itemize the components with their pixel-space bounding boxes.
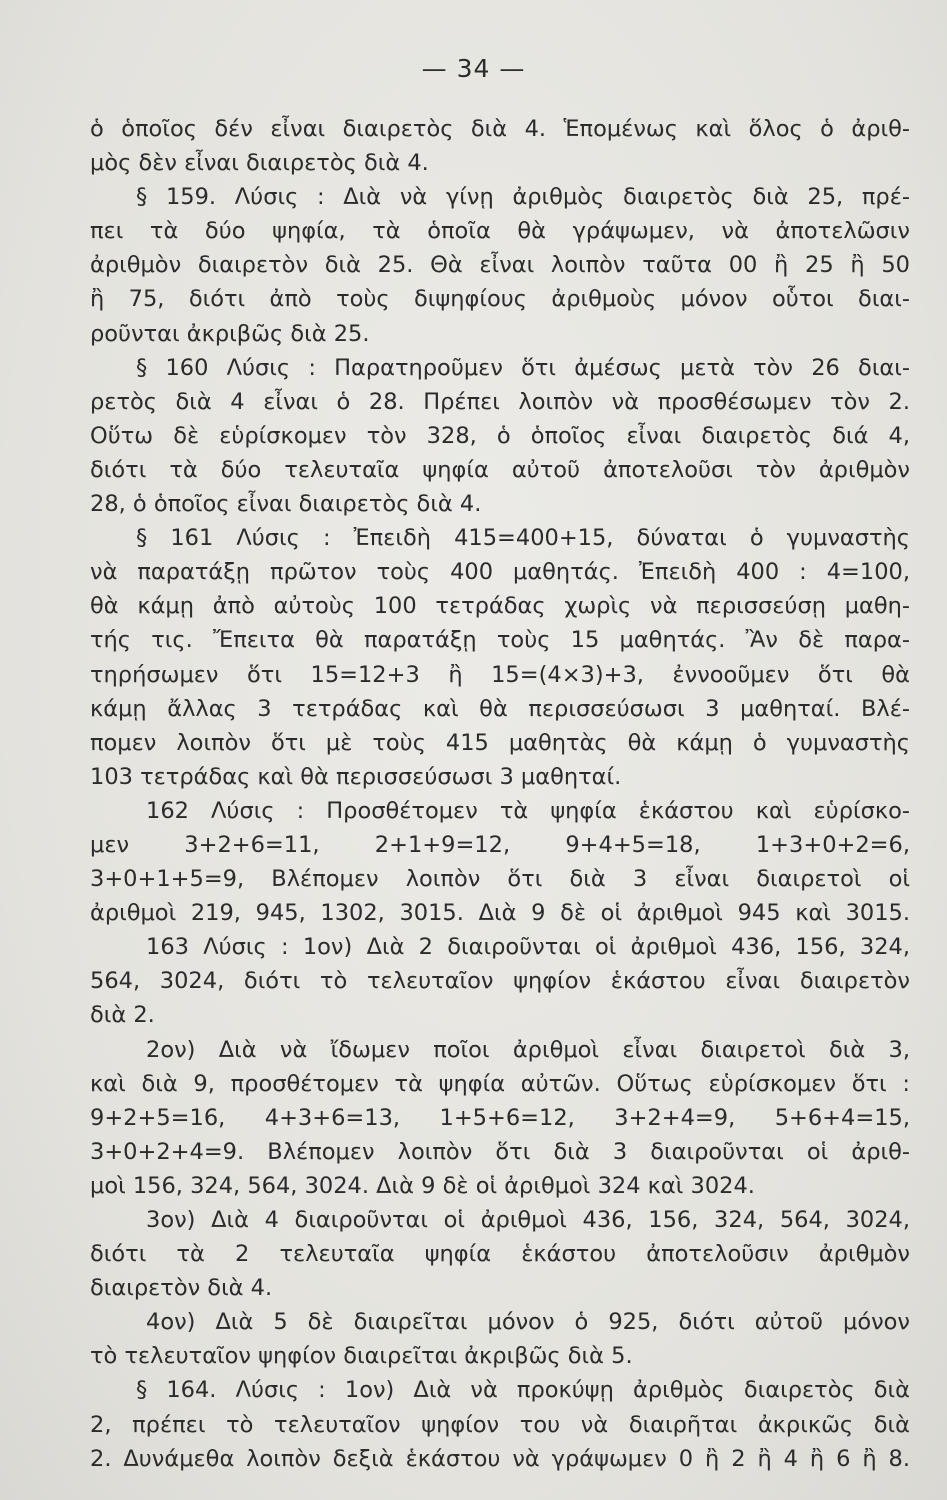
text-line: διότι τὰ δύο τελευταῖα ψηφία αὐτοῦ ἀποτελοῦσι τὸν ἀριθμὸν bbox=[90, 456, 910, 483]
text-line: 163 Λύσις : 1ον) Διὰ 2 διαιροῦνται οἱ ἀριθμοὶ 436, 156, 324, bbox=[146, 934, 910, 961]
text-line: διαιρετὸν διὰ 4. bbox=[90, 1275, 273, 1302]
text-line: μοὶ 156, 324, 564, 3024. Διὰ 9 δὲ οἱ ἀριθμοὶ 324 καὶ 3024. bbox=[90, 1172, 755, 1199]
text-line: τηρήσωμεν ὅτι 15=12+3 ἢ 15=(4×3)+3, ἐννοοῦμεν ὅτι θὰ bbox=[90, 661, 910, 688]
text-line: 28, ὁ ὁποῖος εἶναι διαιρετὸς διὰ 4. bbox=[90, 491, 482, 518]
text-line: διότι τὰ 2 τελευταῖα ψηφία ἑκάστου ἀποτελοῦσιν ἀριθμὸν bbox=[90, 1241, 910, 1268]
text-line: § 160 Λύσις : Παρατηροῦμεν ὅτι ἀμέσως μετὰ τὸν 26 διαι- bbox=[136, 354, 910, 381]
text-line: 4ον) Διὰ 5 δὲ διαιρεῖται μόνον ὁ 925, διότι αὐτοῦ μόνον bbox=[146, 1309, 910, 1336]
text-line: διὰ 2. bbox=[90, 1002, 155, 1029]
text-line: 103 τετράδας καὶ θὰ περισσεύσωσι 3 μαθηταί. bbox=[90, 763, 622, 790]
text-line: 3ον) Διὰ 4 διαιροῦνται οἱ ἀριθμοὶ 436, 156, 324, 564, 3024, bbox=[146, 1207, 910, 1233]
text-line: τής τις. Ἔπειτα θὰ παρατάξῃ τοὺς 15 μαθητάς. Ἂν δὲ παρα- bbox=[90, 627, 910, 654]
text-line: κάμῃ ἄλλας 3 τετράδας καὶ θὰ περισσεύσωσι 3 μαθηταί. Βλέ- bbox=[90, 695, 910, 722]
text-line: θὰ κάμῃ ἀπὸ αὐτοὺς 100 τετράδας χωρὶς νὰ περισσεύσῃ μαθη- bbox=[90, 593, 910, 620]
text-line: πει τὰ δύο ψηφία, τὰ ὁποῖα θὰ γράψωμεν, νὰ ἀποτελῶσιν bbox=[90, 218, 910, 245]
text-line: ἢ 75, διότι ἀπὸ τοὺς διψηφίους ἀριθμοὺς μόνον οὗτοι διαι- bbox=[90, 286, 910, 313]
text-line: 564, 3024, διότι τὸ τελευταῖον ψηφίον ἑκάστου εἶναι διαιρετὸν bbox=[90, 968, 910, 995]
text-line: 162 Λύσις : Προσθέτομεν τὰ ψηφία ἑκάστου καὶ εὑρίσκο- bbox=[146, 797, 910, 824]
text-line: ὁ ὁποῖος δέν εἶναι διαιρετὸς διὰ 4. Ἑπομένως καὶ ὅλος ὁ ἀριθ- bbox=[90, 116, 910, 142]
text-line: μεν 3+2+6=11, 2+1+9=12, 9+4+5=18, 1+3+0+2=6, bbox=[90, 831, 910, 858]
text-line: § 159. Λύσις : Διὰ νὰ γίνῃ ἀριθμὸς διαιρετὸς διὰ 25, πρέ- bbox=[136, 184, 910, 211]
text-line: τὸ τελευταῖον ψηφίον διαιρεῖται ἀκριβῶς διὰ 5. bbox=[90, 1343, 633, 1370]
text-line: νὰ παρατάξῃ πρῶτον τοὺς 400 μαθητάς. Ἐπειδὴ 400 : 4=100, bbox=[90, 559, 910, 586]
text-line: ἀριθμοὶ 219, 945, 1302, 3015. Διὰ 9 δὲ οἱ ἀριθμοὶ 945 καὶ 3015. bbox=[90, 900, 910, 927]
text-line: πομεν λοιπὸν ὅτι μὲ τοὺς 415 μαθητὰς θὰ κάμῃ ὁ γυμναστὴς bbox=[90, 729, 910, 756]
text-line: καὶ διὰ 9, προσθέτομεν τὰ ψηφία αὐτῶν. Οὕτως εὑρίσκομεν ὅτι : bbox=[90, 1070, 910, 1097]
text-line: § 161 Λύσις : Ἐπειδὴ 415=400+15, δύναται ὁ γυμναστὴς bbox=[136, 525, 910, 552]
text-line: Οὕτω δὲ εὑρίσκομεν τὸν 328, ὁ ὁποῖος εἶναι διαιρετὸς διά 4, bbox=[90, 422, 910, 449]
page-number: — 34 — bbox=[421, 54, 526, 83]
text-line: 2, πρέπει τὸ τελευταῖον ψηφίον του νὰ διαιρῆται ἀκρικῶς διὰ bbox=[90, 1411, 910, 1438]
text-line: 2. Δυνάμεθα λοιπὸν δεξιὰ ἑκάστου νὰ γράψωμεν 0 ἢ 2 ἢ 4 ἢ 6 ἢ 8. bbox=[90, 1445, 910, 1472]
text-line: 3+0+1+5=9, Βλέπομεν λοιπὸν ὅτι διὰ 3 εἶναι διαιρετοὶ οἱ bbox=[90, 866, 910, 893]
text-line: 3+0+2+4=9. Βλέπομεν λοιπὸν ὅτι διὰ 3 διαιροῦνται οἱ ἀριθ- bbox=[90, 1138, 910, 1165]
text-line: 2ον) Διὰ νὰ ἴδωμεν ποῖοι ἀριθμοὶ εἶναι διαιρετοὶ διὰ 3, bbox=[146, 1036, 910, 1063]
text-line: § 164. Λύσις : 1ον) Διὰ νὰ προκύψῃ ἀριθμὸς διαιρετὸς διὰ bbox=[136, 1377, 910, 1404]
page-body-text bbox=[90, 112, 910, 1476]
text-line: 9+2+5=16, 4+3+6=13, 1+5+6=12, 3+2+4=9, 5+6+4=15, bbox=[90, 1104, 910, 1131]
text-line: ἀριθμὸν διαιρετὸν διὰ 25. Θὰ εἶναι λοιπὸν ταῦτα 00 ἢ 25 ἢ 50 bbox=[90, 252, 910, 279]
text-line: ροῦνται ἀκριβῶς διὰ 25. bbox=[90, 320, 370, 347]
text-line: ρετὸς διὰ 4 εἶναι ὁ 28. Πρέπει λοιπὸν νὰ προσθέσωμεν τὸν 2. bbox=[90, 388, 910, 415]
text-line: μὸς δὲν εἶναι διαιρετὸς διὰ 4. bbox=[90, 150, 429, 177]
